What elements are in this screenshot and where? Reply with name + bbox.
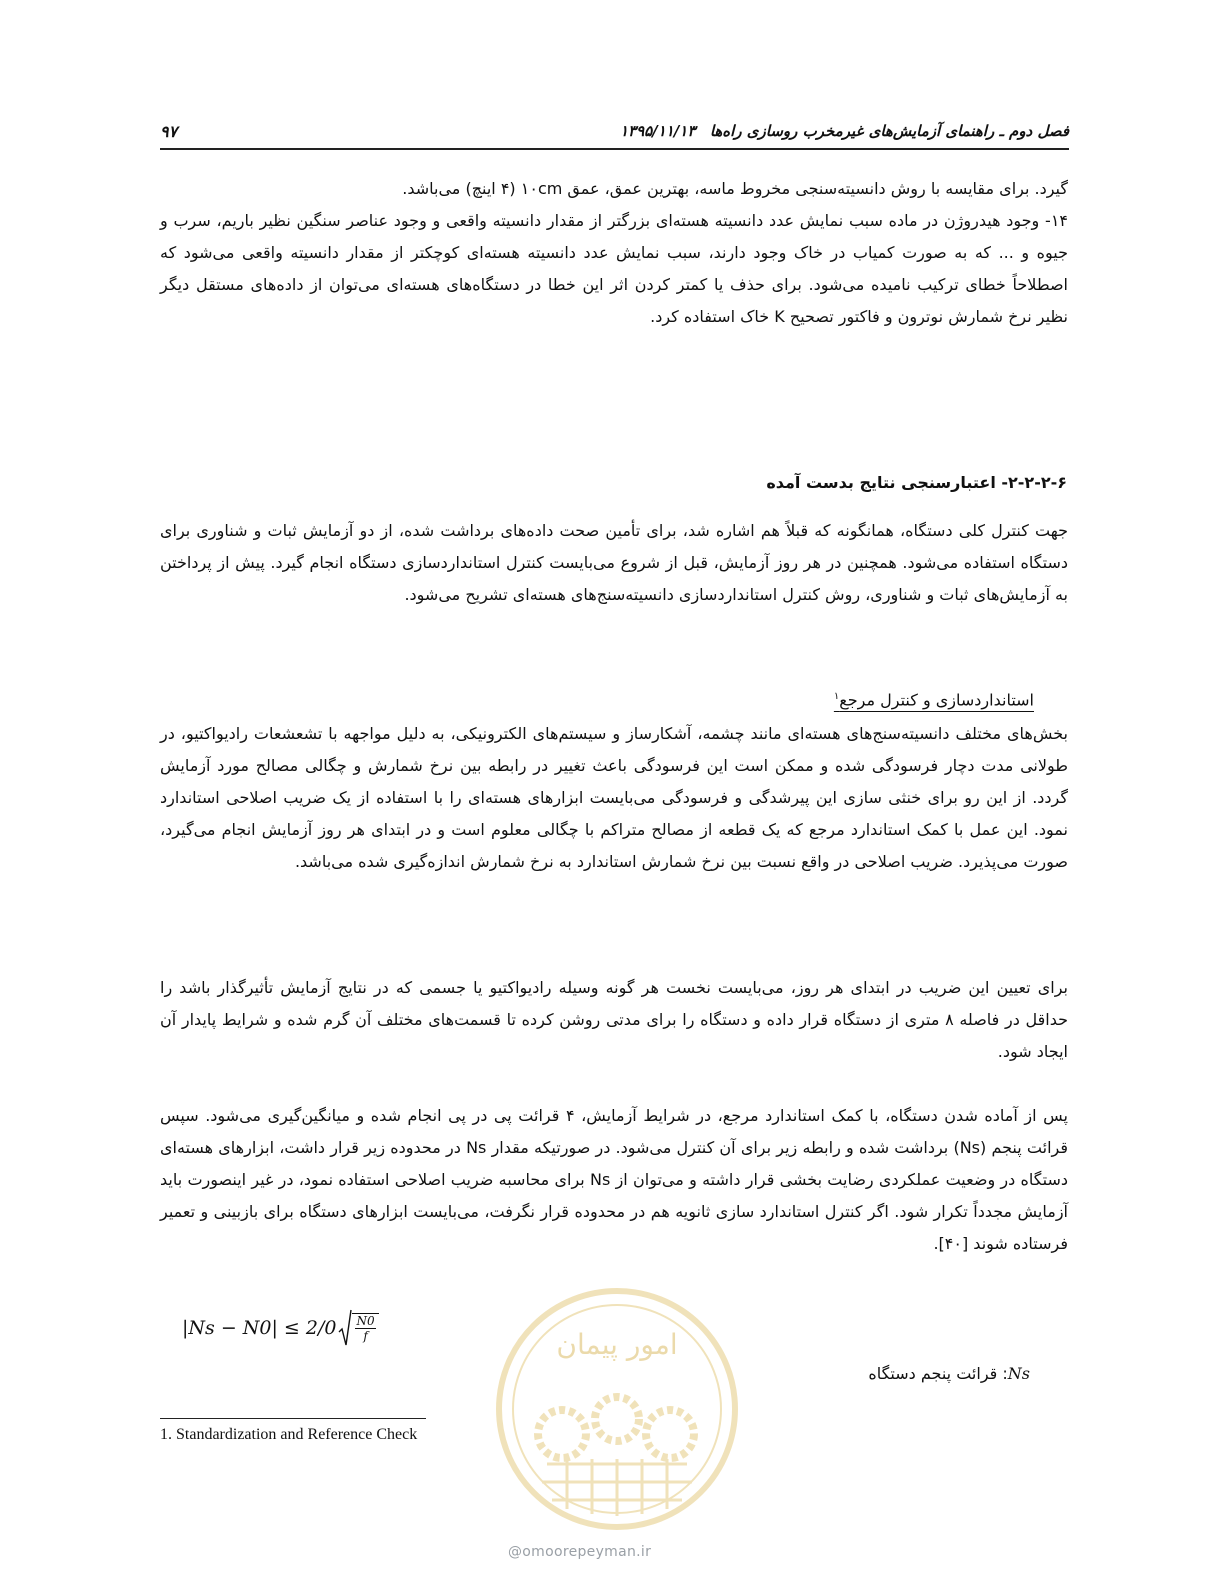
footnote-ref: ۱ [833, 691, 840, 702]
footnote: 1. Standardization and Reference Check [160, 1426, 418, 1443]
page-number: ۹۷ [160, 122, 178, 141]
fraction-denominator: f [363, 1329, 368, 1343]
equation-lhs: |Ns − N0| ≤ 2/0 [182, 1317, 337, 1339]
equation [182, 1306, 379, 1350]
subheading [834, 682, 1034, 715]
intro-paragraph [160, 173, 1068, 205]
sqrt-expression [338, 1308, 378, 1348]
paragraph-3-text: برای تعیین این ضریب در ابتدای هر روز، می‌بایست نخست هر گونه وسیله رادیواکتیو یا جسمی که در نتایج آزمایش تأثیرگذار باشد را حداقل در فاصله ۸ متری از دستگاه قرار داده و دستگاه را برای مدتی روشن کرده تا قسمت‌های مختلف آن گرم شده و شرایط پایدار آن ایجاد شود. [160, 978, 1069, 1061]
paragraph-4 [160, 1100, 1068, 1260]
intro-text: گیرد. برای مقایسه با روش دانسیته‌سنجی مخروط ماسه، بهترین عمق، عمق ۱۰cm (۴ اینچ) می‌باشد. [402, 179, 1068, 198]
paragraph-4-text: پس از آماده شدن دستگاه، با کمک استاندارد مرجع، در شرایط آزمایش، ۴ قرائت پی در پی انجام شده و میانگین‌گیری می‌شود. سپس قرائت پنجم (Ns) برداشت شده و رابطه زیر برای آن کنترل می‌شود. در صورتیکه مقدار Ns در محدوده زیر قرار داشت، ابزارهای هسته‌ای دستگاه در وضعیت عملکردی رضایت بخشی قرار داشته و می‌توان از Ns برای محاسبه ضریب اصلاحی استفاده نمود، در غیر اینصورت باید آزمایش مجدداً تکرار شود. اگر کنترل استاندارد سازی ثانویه هم در محدوده قرار نگرفت، می‌بایست ابزارهای دستگاه برای بازبینی و تعمیر فرستاده شوند [۴۰]. [160, 1106, 1069, 1253]
watermark-seal-icon [492, 1284, 742, 1534]
chapter-title: فصل دوم ـ راهنمای آزمایش‌های غیرمخرب روسازی راه‌ها [709, 122, 1069, 140]
sqrt-icon [338, 1308, 352, 1348]
paragraph-1-text: جهت کنترل کلی دستگاه، همانگونه که قبلاً هم اشاره شد، برای تأمین صحت داده‌های برداشت شده، از دو آزمایش ثبات و شناوری برای دستگاه استفاده می‌شود. همچنین در هر روز آزمایش، قبل از شروع می‌بایست کنترل استانداردسازی دستگاه انجام گیرد. پیش از پرداختن به آزمایش‌های ثبات و شناوری، روش کنترل استانداردسازی دانسیته‌سنج‌های هسته‌ای تشریح می‌شود. [160, 521, 1068, 604]
paragraph-1 [160, 515, 1068, 611]
paragraph-2 [160, 718, 1068, 878]
seal-text: امور پیمان [556, 1328, 678, 1361]
section-heading: ۲-۲-۲-۶- اعتبارسنجی نتایج بدست آمده [766, 473, 1067, 492]
symbol-definition [868, 1364, 1030, 1383]
paragraph-2-text: بخش‌های مختلف دانسیته‌سنج‌های هسته‌ای مانند چشمه، آشکارساز و سیستم‌های الکترونیکی، به دلیل مواجهه با تشعشعات رادیواکتیو، در طولانی مدت دچار فرسودگی شده و ممکن است این فرسودگی باعث تغییر در رابطه بین نرخ شمارش و چگالی مصالح مورد آزمایش گردد. از این رو برای خنثی سازی این پیرشدگی و فرسودگی می‌بایست ابزارهای هسته‌ای را با استفاده از یک ضریب اصلاحی استاندارد نمود. این عمل با کمک استاندارد مرجع که یک قطعه از مصالح متراکم با چگالی معلوم است و در ابتدای هر روز آزمایش انجام می‌گیرد، صورت می‌پذیرد. ضریب اصلاحی در واقع نسبت بین نرخ شمارش استاندارد به نرخ شمارش اندازه‌گیری شده می‌باشد. [160, 724, 1068, 871]
subheading-text: استانداردسازی و کنترل مرجع [839, 690, 1034, 710]
fraction [352, 1313, 378, 1343]
list-item-14 [160, 205, 1068, 333]
footnote-divider [160, 1418, 426, 1419]
definition-symbol: Ns [1007, 1364, 1030, 1383]
watermark-site: @omoorepeyman.ir [508, 1544, 652, 1560]
item-14-number: ۱۴- [1045, 211, 1068, 230]
item-14-text: وجود هیدروژن در ماده سبب نمایش عدد دانسیته هسته‌ای بزرگتر از مقدار دانسیته واقعی و وجود عناصر سنگین نظیر باریم، سرب و جیوه و ... که به صورت کمیاب در خاک وجود دارند، سبب نمایش عدد دانسیته هسته‌ای کوچکتر از مقدار دانسیته واقعی می‌شود که اصطلاحاً خطای ترکیب نامیده می‌شود. برای حذف یا کمتر کردن اثر این خطا در دستگاه‌های هسته‌ای می‌توان از داده‌های مستقل دیگر نظیر نرخ شمارش نوترون و فاکتور تصحیح K خاک استفاده کرد. [160, 211, 1068, 326]
fraction-numerator: N0 [356, 1314, 375, 1328]
definition-text: : قرائت پنجم دستگاه [868, 1364, 1008, 1383]
running-header [160, 118, 1069, 150]
header-date: ۱۳۹۵/۱۱/۱۳ [620, 122, 696, 140]
paragraph-3 [160, 972, 1068, 1068]
